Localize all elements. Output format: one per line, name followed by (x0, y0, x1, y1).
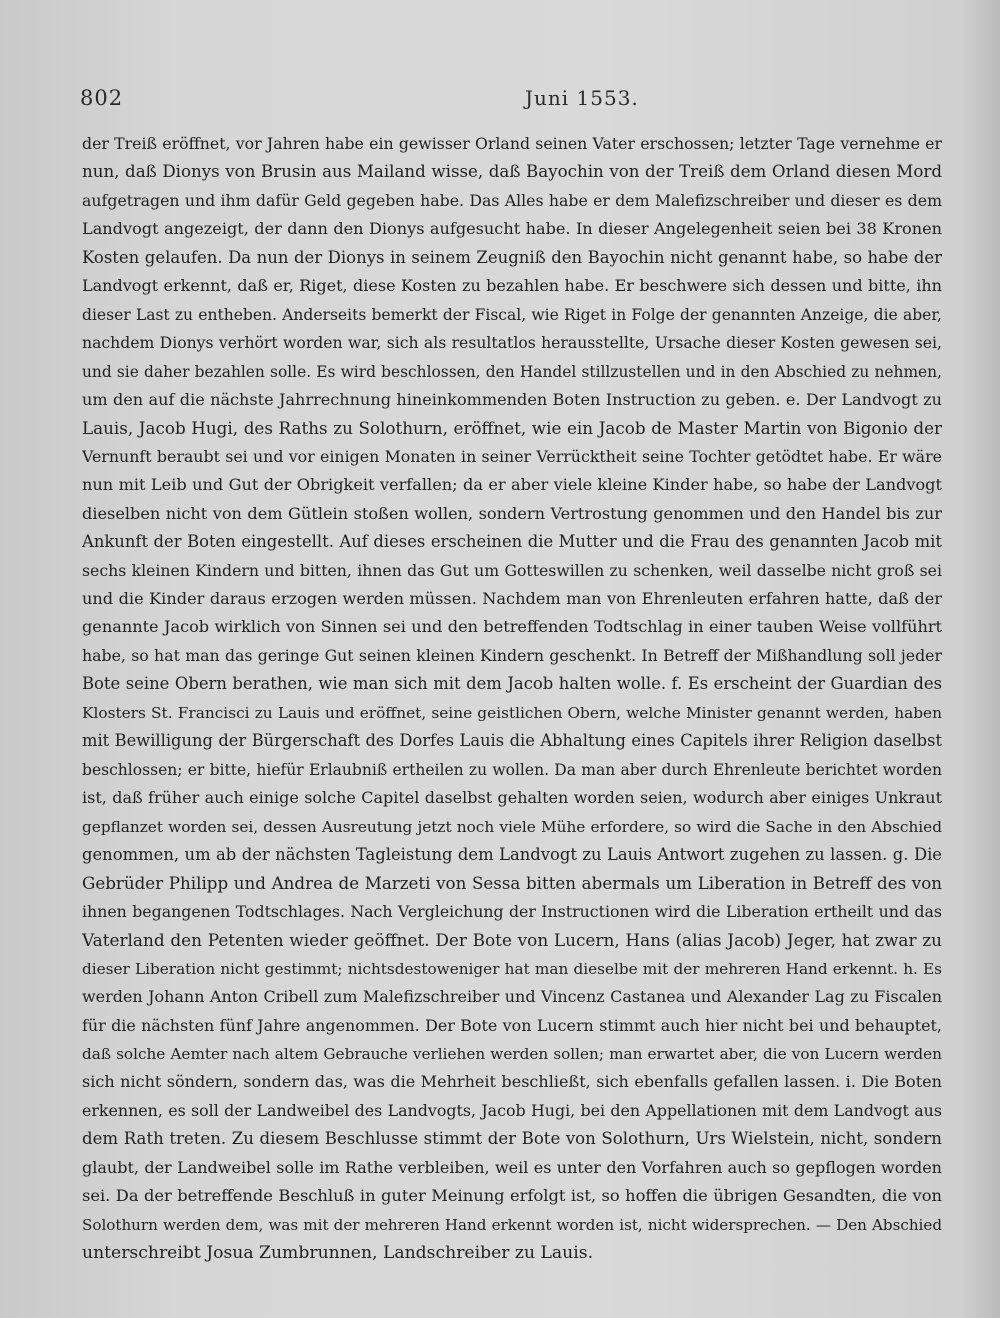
text-line: sei. Da der betreffende Beschluß in guter Meinung erfolgt ist, so hoffen die übrigen Gesandten, die von (82, 1186, 942, 1206)
text-line: Vernunft beraubt sei und vor einigen Monaten in seiner Verrücktheit seine Tochter getödtet habe. Er wäre (82, 446, 942, 466)
text-line: Kosten gelaufen. Da nun der Dionys in seinem Zeugniß den Bayochin nicht genannt habe, so habe der (82, 247, 942, 267)
page-header (80, 86, 920, 116)
text-line: nun, daß Dionys von Brusin aus Mailand wisse, daß Bayochin von der Treiß dem Orland diesen Mord (82, 162, 942, 182)
text-line: um den auf die nächste Jahrrechnung hineinkommenden Boten Instruction zu geben. e. Der Landvogt zu (82, 389, 942, 409)
text-line: werden Johann Anton Cribell zum Malefizschreiber und Vincenz Castanea und Alexander Lag zu Fiscalen (82, 987, 942, 1007)
text-line: nachdem Dionys verhört worden war, sich als resultatlos herausstellte, Ursache dieser Kosten gewesen sei, (82, 333, 942, 353)
text-line: für die nächsten fünf Jahre angenommen. Der Bote von Lucern stimmt auch hier nicht bei und behauptet, (82, 1015, 942, 1035)
text-line: der Treiß eröffnet, vor Jahren habe ein gewisser Orland seinen Vater erschossen; letzter Tage vernehme er (82, 134, 942, 153)
text-line: genommen, um ab der nächsten Tagleistung dem Landvogt zu Lauis Antwort zugehen zu lassen. g. Die (82, 844, 942, 864)
text-line: sechs kleinen Kindern und bitten, ihnen das Gut um Gotteswillen zu schenken, weil dasselbe nicht groß sei (82, 560, 942, 580)
text-line: Lauis, Jacob Hugi, des Raths zu Solothurn, eröffnet, wie ein Jacob de Master Martin von Bigonio der (82, 418, 942, 439)
text-line: und sie daher bezahlen solle. Es wird beschlossen, den Handel stillzustellen und in den Abschied zu nehmen, (82, 362, 942, 381)
text-line: nun mit Leib und Gut der Obrigkeit verfallen; da er aber viele kleine Kinder habe, so habe der Landvogt (82, 475, 942, 495)
text-line: dieser Last zu entheben. Anderseits bemerkt der Fiscal, wie Riget in Folge der genannten Anzeige, die aber, (82, 305, 942, 324)
text-line: und die Kinder daraus erzogen werden müssen. Nachdem man von Ehrenleuten erfahren hatte, daß der (82, 589, 942, 608)
text-line: unterschreibt Josua Zumbrunnen, Landschreiber zu Lauis. (82, 1243, 594, 1264)
text-line: aufgetragen und ihm dafür Geld gegeben habe. Das Alles habe er dem Malefizschreiber und dieser es dem (82, 190, 942, 210)
text-line: gepflanzet worden sei, dessen Ausreutung jetzt noch viele Mühe erfordere, so wird die Sache in den Abschied (82, 817, 942, 836)
body-text (82, 130, 942, 1268)
text-line: sich nicht söndern, sondern das, was die Mehrheit beschließt, sich ebenfalls gefallen lassen. i. Die Boten (82, 1072, 942, 1092)
running-head: Juni 1553. (525, 86, 639, 110)
text-line: daß solche Aemter nach altem Gebrauche verliehen werden sollen; man erwartet aber, die von Lucern werden (82, 1045, 942, 1063)
text-line: Gebrüder Philipp und Andrea de Marzeti von Sessa bitten abermals um Liberation in Betreff des von (82, 873, 942, 894)
text-line: Vaterland den Petenten wieder geöffnet. Der Bote von Lucern, Hans (alias Jacob) Jeger, hat zwar zu (82, 930, 942, 951)
text-line: Landvogt angezeigt, der dann den Dionys aufgesucht habe. In dieser Angelegenheit seien bei 38 Kronen (82, 219, 942, 239)
text-line: glaubt, der Landweibel solle im Rathe verbleiben, weil es unter den Vorfahren auch so gepflogen worden (82, 1157, 942, 1177)
text-line: erkennen, es soll der Landweibel des Landvogts, Jacob Hugi, bei den Appellationen mit dem Landvogt aus (82, 1100, 942, 1120)
text-line: Solothurn werden dem, was mit der mehreren Hand erkennt worden ist, nicht widersprechen. — Den Abschied (82, 1215, 942, 1234)
text-line: beschlossen; er bitte, hiefür Erlaubniß ertheilen zu wollen. Da man aber durch Ehrenleute berichtet worden (82, 760, 942, 779)
text-line: Landvogt erkennt, daß er, Riget, diese Kosten zu bezahlen habe. Er beschwere sich dessen und bitte, ihn (82, 276, 942, 296)
text-line: Klosters St. Francisci zu Lauis und eröffnet, seine geistlichen Obern, welche Minister genannt werden, haben (82, 703, 942, 722)
text-line: dieselben nicht von dem Gütlein stoßen wollen, sondern Vertrostung genommen und den Handel bis zur (82, 503, 942, 523)
page-number: 802 (80, 86, 124, 110)
text-line: Ankunft der Boten eingestellt. Auf dieses erscheinen die Mutter und die Frau des genannten Jacob mit (82, 532, 942, 552)
text-line: mit Bewilligung der Bürgerschaft des Dorfes Lauis die Abhaltung eines Capitels ihrer Religion daselbst (82, 731, 942, 751)
text-line: dieser Liberation nicht gestimmt; nichtsdestoweniger hat man dieselbe mit der mehreren Hand erkennt. h. Es (82, 959, 942, 978)
text-line: genannte Jacob wirklich von Sinnen sei und den betreffenden Todtschlag in einer tauben Weise vollführt (82, 617, 942, 637)
text-line: ist, daß früher auch einige solche Capitel daselbst gehalten worden seien, wodurch aber einiges Unkraut (82, 788, 942, 808)
text-line: dem Rath treten. Zu diesem Beschlusse stimmt der Bote von Solothurn, Urs Wielstein, nicht, sondern (82, 1129, 942, 1149)
text-line: Bote seine Obern berathen, wie man sich mit dem Jacob halten wolle. f. Es erscheint der Guardian des (82, 674, 942, 694)
text-line: habe, so hat man das geringe Gut seinen kleinen Kindern geschenkt. In Betreff der Mißhandlung soll jeder (82, 645, 942, 665)
text-line: ihnen begangenen Todtschlages. Nach Vergleichung der Instructionen wird die Liberation ertheilt und das (82, 901, 942, 921)
